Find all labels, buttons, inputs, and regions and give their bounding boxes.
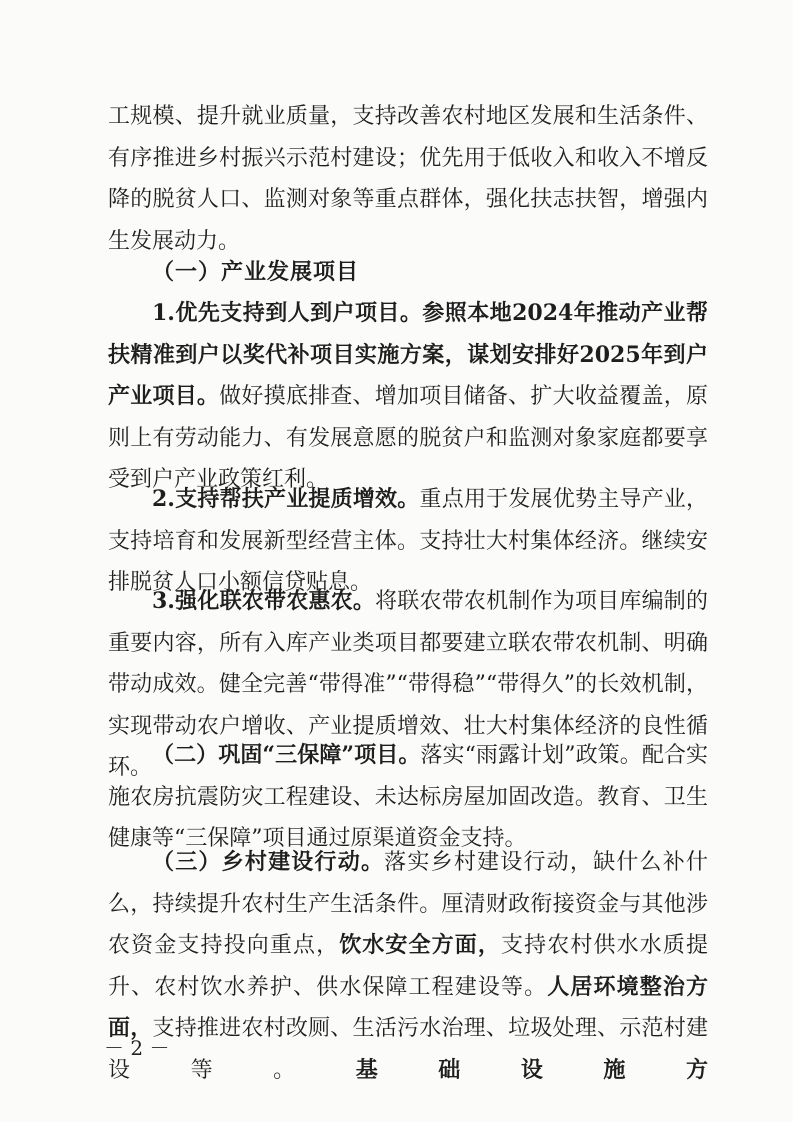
item-1-title: 1.优先支持到人到户项目。参照本地2024年推动产业帮扶精准到户以奖代补项目实施方案，谋划安排好2025年到户产业项目。 [108, 300, 708, 410]
section-3-title: （三）乡村建设行动。 [152, 849, 385, 875]
section-3-infrastructure: 基础设施方 [355, 1056, 708, 1083]
item-3-title: 3.强化联农带农惠农。 [152, 588, 376, 614]
paragraph-item-1 [108, 293, 708, 501]
item-2-title: 2.支持帮扶产业提质增效。 [152, 486, 420, 512]
paragraph-text: 工规模、提升就业质量，支持改善农村地区发展和生活条件、有序推进乡村振兴示范村建设；优先用于低收入和收入不增反降的脱贫人口、监测对象等重点群体，强化扶志扶智，增强内生发展动力。 [108, 104, 708, 254]
section-3-body-1: 落实乡村建设行动，缺什么补什么，持续提升农村生产生活条件。厘清财政衔接资金与其他涉农资金支持投向重点， [108, 850, 708, 959]
section-heading-1: （一）产业发展项目 [152, 259, 360, 285]
item-1-body: 做好摸底排查、增加项目储备、扩大收益覆盖，原则上有劳动能力、有发展意愿的脱贫户和监测对象家庭都要享受到户产业政策红利。 [108, 384, 708, 493]
section-3-drinking-water: 饮水安全方面， [339, 932, 502, 959]
section-3-body-3: 支持推进农村改厕、生活污水治理、垃圾处理、示范村建设等。 [108, 1016, 708, 1083]
section-3-body-2: 支持农村供水水质提升、农村饮水养护、供水保障工程建设等。 [108, 933, 708, 1000]
section-2-title: （二）巩固“三保障”项目。 [152, 742, 421, 768]
section-2-body: 落实“雨露计划”政策。配合实施农房抗震防灾工程建设、未达标房屋加固改造。教育、卫生健康等“三保障”项目通过原渠道资金支持。 [108, 743, 708, 852]
item-3-body: 将联农带农机制作为项目库编制的重要内容，所有入库产业类项目都要建立联农带农机制、明确带动成效。健全完善“带得准”“带得稳”“带得久”的长效机制，实现带动农户增收、产业提质增效、壮大村集体经济的良性循环。 [108, 589, 708, 781]
paragraph-intro-continued [108, 96, 708, 262]
paragraph-section-3 [108, 842, 708, 1092]
item-2-body: 重点用于发展优势主导产业，支持培育和发展新型经营主体。支持壮大村集体经济。继续安排脱贫人口小额信贷贴息。 [108, 487, 708, 596]
section-3-living-environment: 人居环境整治方面， [108, 973, 708, 1042]
page-number: － 2 － [104, 1036, 170, 1060]
